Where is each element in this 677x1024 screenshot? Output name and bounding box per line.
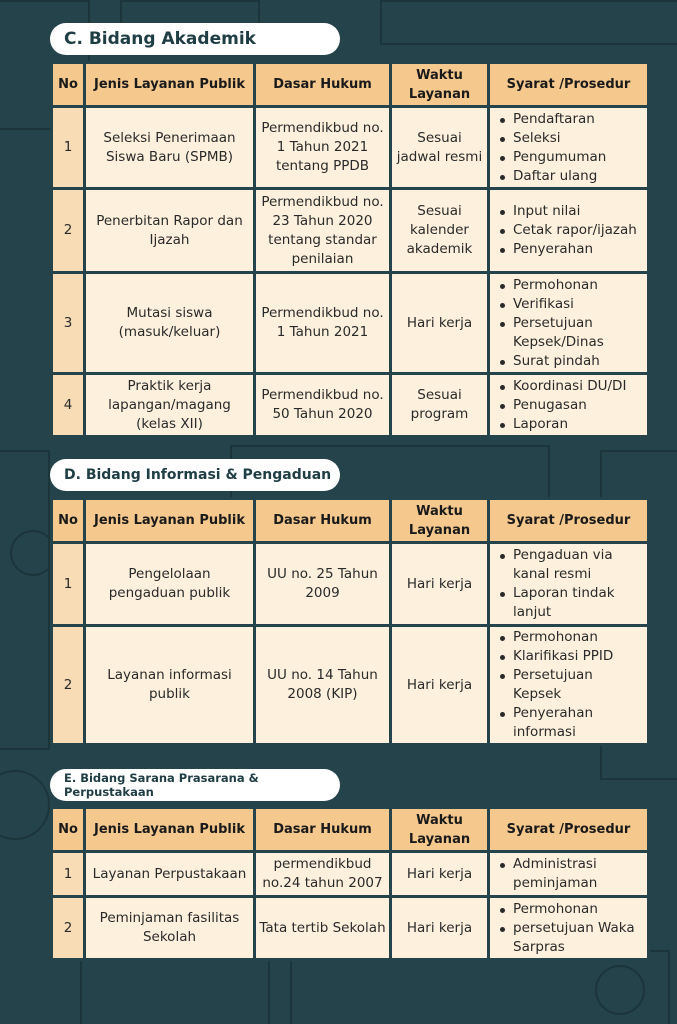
list-item: Laporan tindak lanjut [497, 584, 644, 622]
row-time: Hari kerja [392, 853, 487, 895]
row-no: 2 [53, 190, 83, 271]
header-no: No [53, 500, 83, 541]
header-law: Dasar Hukum [256, 500, 389, 541]
row-law: permendikbud no.24 tahun 2007 [256, 853, 389, 895]
section-title-e [50, 769, 340, 801]
row-time: Sesuai jadwal resmi [392, 108, 487, 187]
table-row [53, 627, 647, 743]
header-procedure: Syarat /Prosedur [490, 500, 647, 541]
section-title-text: C. Bidang Akademik [64, 29, 256, 49]
list-item: Surat pindah [497, 352, 644, 371]
row-service: Pengelolaan pengaduan publik [86, 544, 253, 624]
row-procedure [490, 274, 647, 372]
list-item: Input nilai [497, 202, 644, 221]
row-procedure [490, 544, 647, 624]
header-time: Waktu Layanan [392, 64, 487, 105]
row-procedure [490, 853, 647, 895]
row-service: Peminjaman fasilitas Sekolah [86, 898, 253, 958]
row-law: Permendikbud no. 1 Tahun 2021 [256, 274, 389, 372]
list-item: Permohonan [497, 276, 644, 295]
table-row [53, 898, 647, 958]
section-title-text: D. Bidang Informasi & Pengaduan [64, 467, 332, 483]
list-item: Permohonan [497, 628, 644, 647]
list-item: Pengaduan via kanal resmi [497, 546, 644, 584]
row-procedure [490, 375, 647, 435]
row-service: Praktik kerja lapangan/magang (kelas XII) [86, 375, 253, 435]
list-item: Cetak rapor/ijazah [497, 221, 644, 240]
list-item: Penugasan [497, 396, 644, 415]
list-item: Pengumuman [497, 148, 644, 167]
header-procedure: Syarat /Prosedur [490, 64, 647, 105]
list-item: Koordinasi DU/DI [497, 377, 644, 396]
list-item: Penyerahan [497, 240, 644, 259]
row-service: Layanan Perpustakaan [86, 853, 253, 895]
table-row [53, 375, 647, 435]
list-item: Klarifikasi PPID [497, 647, 644, 666]
row-law: Permendikbud no. 50 Tahun 2020 [256, 375, 389, 435]
row-time: Hari kerja [392, 627, 487, 743]
row-law: UU no. 14 Tahun 2008 (KIP) [256, 627, 389, 743]
row-procedure [490, 898, 647, 958]
list-item: Penyerahan informasi [497, 704, 644, 742]
row-time: Hari kerja [392, 898, 487, 958]
row-service: Penerbitan Rapor dan Ijazah [86, 190, 253, 271]
section-title-c [50, 23, 340, 55]
row-law: Permendikbud no. 23 Tahun 2020 tentang standar penilaian [256, 190, 389, 271]
row-no: 3 [53, 274, 83, 372]
list-item: Persetujuan Kepsek/Dinas [497, 314, 644, 352]
row-procedure [490, 190, 647, 271]
list-item: Verifikasi [497, 295, 644, 314]
list-item: Administrasi peminjaman [497, 855, 644, 893]
header-time: Waktu Layanan [392, 500, 487, 541]
list-item: Daftar ulang [497, 167, 644, 186]
row-no: 1 [53, 108, 83, 187]
row-no: 1 [53, 544, 83, 624]
list-item: Laporan [497, 415, 644, 434]
row-time: Hari kerja [392, 544, 487, 624]
list-item: Pendaftaran [497, 110, 644, 129]
row-law: UU no. 25 Tahun 2009 [256, 544, 389, 624]
table-row [53, 853, 647, 895]
list-item: Permohonan [497, 900, 644, 919]
header-law: Dasar Hukum [256, 809, 389, 850]
list-item: Persetujuan Kepsek [497, 666, 644, 704]
section-title-d [50, 459, 340, 491]
row-no: 2 [53, 898, 83, 958]
header-service: Jenis Layanan Publik [86, 500, 253, 541]
section-title-text: E. Bidang Sarana Prasarana & Perpustakaan [64, 771, 259, 799]
header-no: No [53, 809, 83, 850]
table-sarpras [50, 806, 650, 961]
row-time: Sesuai kalender akademik [392, 190, 487, 271]
row-service: Mutasi siswa (masuk/keluar) [86, 274, 253, 372]
table-row [53, 274, 647, 372]
header-no: No [53, 64, 83, 105]
row-law: Permendikbud no. 1 Tahun 2021 tentang PPDB [256, 108, 389, 187]
table-row [53, 108, 647, 187]
header-service: Jenis Layanan Publik [86, 64, 253, 105]
table-row [53, 544, 647, 624]
row-time: Hari kerja [392, 274, 487, 372]
row-service: Seleksi Penerimaan Siswa Baru (SPMB) [86, 108, 253, 187]
table-informasi [50, 497, 650, 746]
header-law: Dasar Hukum [256, 64, 389, 105]
row-service: Layanan informasi publik [86, 627, 253, 743]
header-time: Waktu Layanan [392, 809, 487, 850]
list-item: Seleksi [497, 129, 644, 148]
header-service: Jenis Layanan Publik [86, 809, 253, 850]
table-akademik [50, 61, 650, 438]
row-no: 1 [53, 853, 83, 895]
row-no: 2 [53, 627, 83, 743]
list-item: persetujuan Waka Sarpras [497, 919, 644, 957]
row-time: Sesuai program [392, 375, 487, 435]
table-row [53, 190, 647, 271]
header-procedure: Syarat /Prosedur [490, 809, 647, 850]
row-procedure [490, 627, 647, 743]
row-no: 4 [53, 375, 83, 435]
row-law: Tata tertib Sekolah [256, 898, 389, 958]
row-procedure [490, 108, 647, 187]
